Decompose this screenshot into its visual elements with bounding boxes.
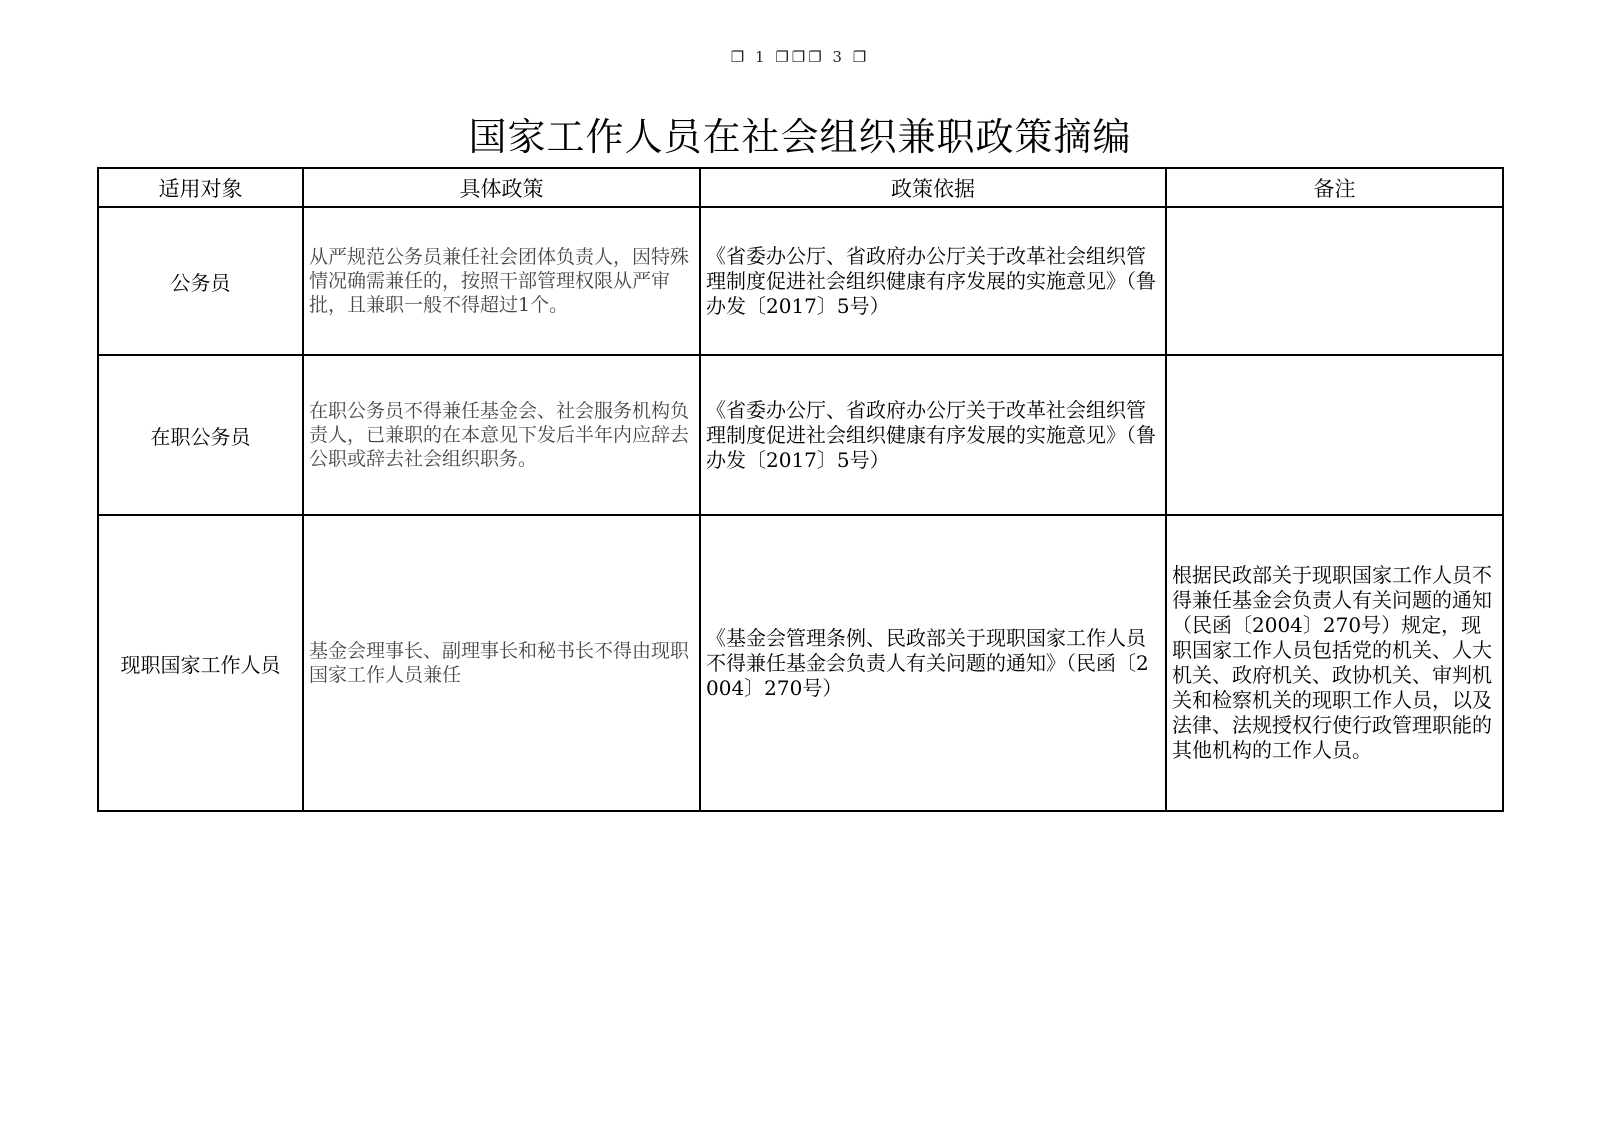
table-row [98,515,1503,811]
header-policy: 具体政策 [303,168,700,207]
cell-basis: 《省委办公厅、省政府办公厅关于改革社会组织管理制度促进社会组织健康有序发展的实施意见》（鲁办发〔2017〕5号） [700,207,1166,355]
table-header-row [98,168,1503,207]
cell-remark [1166,355,1503,515]
cell-policy: 从严规范公务员兼任社会团体负责人，因特殊情况确需兼任的，按照干部管理权限从严审批，且兼职一般不得超过1个。 [303,207,700,355]
document-title: 国家工作人员在社会组织兼职政策摘编 [468,115,1132,159]
table-row [98,207,1503,355]
page-number-header: ❐ 1 ❐❐❐ 3 ❐ [730,48,870,66]
cell-target: 在职公务员 [98,355,303,515]
cell-remark: 根据民政部关于现职国家工作人员不得兼任基金会负责人有关问题的通知（民函〔2004〕270号）规定，现职国家工作人员包括党的机关、人大机关、政府机关、政协机关、审判机关和检察机关的现职工作人员，以及法律、法规授权行使行政管理职能的其他机构的工作人员。 [1166,515,1503,811]
header-remark: 备注 [1166,168,1503,207]
cell-target: 公务员 [98,207,303,355]
cell-target: 现职国家工作人员 [98,515,303,811]
header-target: 适用对象 [98,168,303,207]
header-basis: 政策依据 [700,168,1166,207]
table-row [98,355,1503,515]
cell-remark [1166,207,1503,355]
cell-policy: 在职公务员不得兼任基金会、社会服务机构负责人，已兼职的在本意见下发后半年内应辞去公职或辞去社会组织职务。 [303,355,700,515]
cell-basis: 《基金会管理条例、民政部关于现职国家工作人员不得兼任基金会负责人有关问题的通知》（民函〔2004〕270号） [700,515,1166,811]
policy-table [97,167,1504,812]
cell-basis: 《省委办公厅、省政府办公厅关于改革社会组织管理制度促进社会组织健康有序发展的实施意见》（鲁办发〔2017〕5号） [700,355,1166,515]
cell-policy: 基金会理事长、副理事长和秘书长不得由现职国家工作人员兼任 [303,515,700,811]
